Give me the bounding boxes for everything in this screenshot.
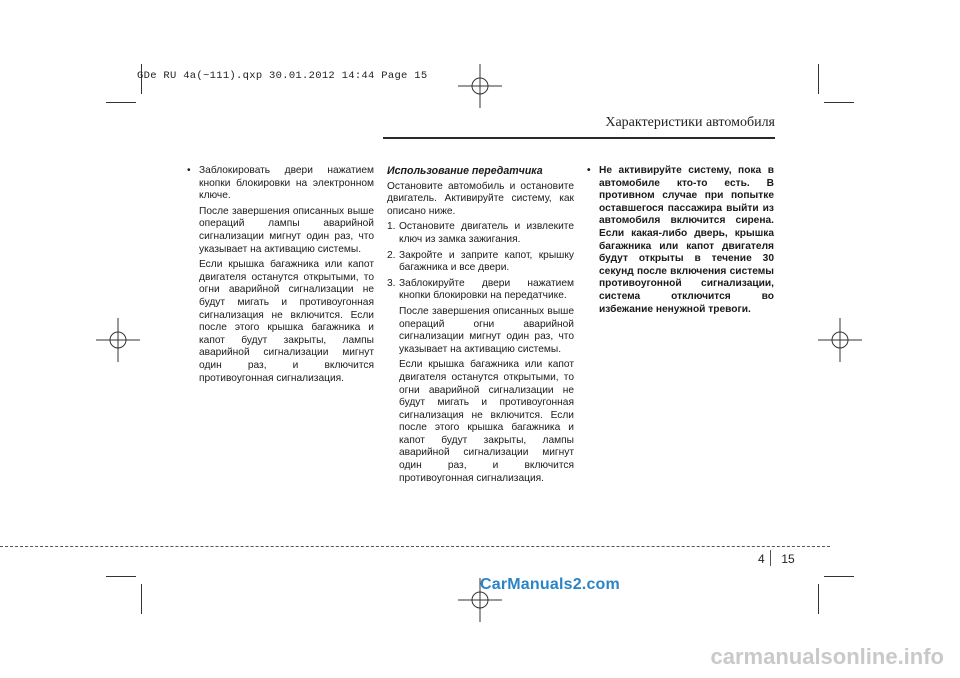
page-number-value: 15: [781, 552, 795, 566]
subsection-heading: Использование передатчика: [387, 165, 543, 177]
registration-mark-icon: [818, 318, 862, 362]
footer-rule: [0, 546, 830, 547]
step-text: Закройте и заприте капот, крышку багажника и все двери.: [399, 249, 574, 274]
crop-mark: [818, 584, 819, 614]
chapter-number: 4: [758, 552, 765, 566]
column-2: [387, 165, 574, 488]
paragraph: Если крышка багажника или капот двигателя останутся открытыми, то огни аварийной сигнализации не будут мигать и противоугонная сигнализация не включится. Если после этого крышка багажника и капот будут закрыты, лампы аварийной сигнализации мигнут один раз, и включится противоугонная сигнализация.: [199, 259, 374, 384]
crop-mark: [824, 576, 854, 577]
step-number: 3.: [387, 277, 396, 289]
bullet-mark: •: [587, 165, 591, 176]
numbered-step: [387, 221, 574, 246]
section-title: Характеристики автомобиля: [605, 115, 775, 130]
step-number: 1.: [387, 221, 396, 233]
paragraph: Если крышка багажника или капот двигателя останутся открытыми, то огни аварийной сигнализации не будут мигать и противоугонная сигнализация не включится. Если после этого крышка багажника и капот будут закрыты, лампы аварийной сигнализации мигнут один раз, и включится противоугонная сигнализация.: [399, 359, 574, 484]
crop-mark: [106, 576, 136, 577]
watermark-logo: CarManuals2.com: [480, 576, 620, 593]
bullet-text: Заблокировать двери нажатием кнопки блокировки на электронном ключе.: [199, 165, 374, 202]
warning-text: Не активируйте систему, пока в автомобиле кто-то есть. В противном случае при попытке оставшегося пассажира выйти из автомобиля включится сирена. Если какая-либо дверь, крышка багажника или капот двигателя будут открыты в течение 30 секунд после включения системы противоугонной сигнализации, система отключится во избежание ненужной тревоги.: [599, 165, 774, 315]
warning-item: [587, 165, 774, 316]
crop-mark: [818, 64, 819, 94]
step-number: 2.: [387, 249, 396, 261]
print-slug: GDe RU 4a(~111).qxp 30.01.2012 14:44 Page 15: [137, 70, 428, 82]
header-rule: [383, 137, 775, 139]
paragraph: После завершения описанных выше операций лампы аварийной сигнализации мигнут один раз, что указывает на активацию системы.: [199, 205, 374, 255]
step-text: Заблокируйте двери нажатием кнопки блокировки на передатчике.: [399, 277, 574, 302]
numbered-step: [387, 278, 574, 303]
column-3: [587, 165, 774, 319]
page-number: [758, 552, 795, 566]
crop-mark: [824, 102, 854, 103]
paragraph: После завершения описанных выше операций огни аварийной сигнализации мигнут один раз, что указывает на активацию системы.: [399, 305, 574, 355]
registration-mark-icon: [458, 64, 502, 108]
step-text: Остановите двигатель и извлеките ключ из замка зажигания.: [399, 221, 574, 245]
registration-mark-icon: [96, 318, 140, 362]
column-1: [187, 165, 374, 388]
bullet-item: [187, 165, 374, 203]
bullet-mark: •: [187, 165, 191, 176]
watermark-site: carmanualsonline.info: [710, 644, 944, 669]
paragraph: Остановите автомобиль и остановите двигатель. Активируйте систему, как описано ниже.: [387, 180, 574, 217]
crop-mark: [141, 584, 142, 614]
crop-mark: [106, 102, 136, 103]
numbered-step: [387, 250, 574, 275]
